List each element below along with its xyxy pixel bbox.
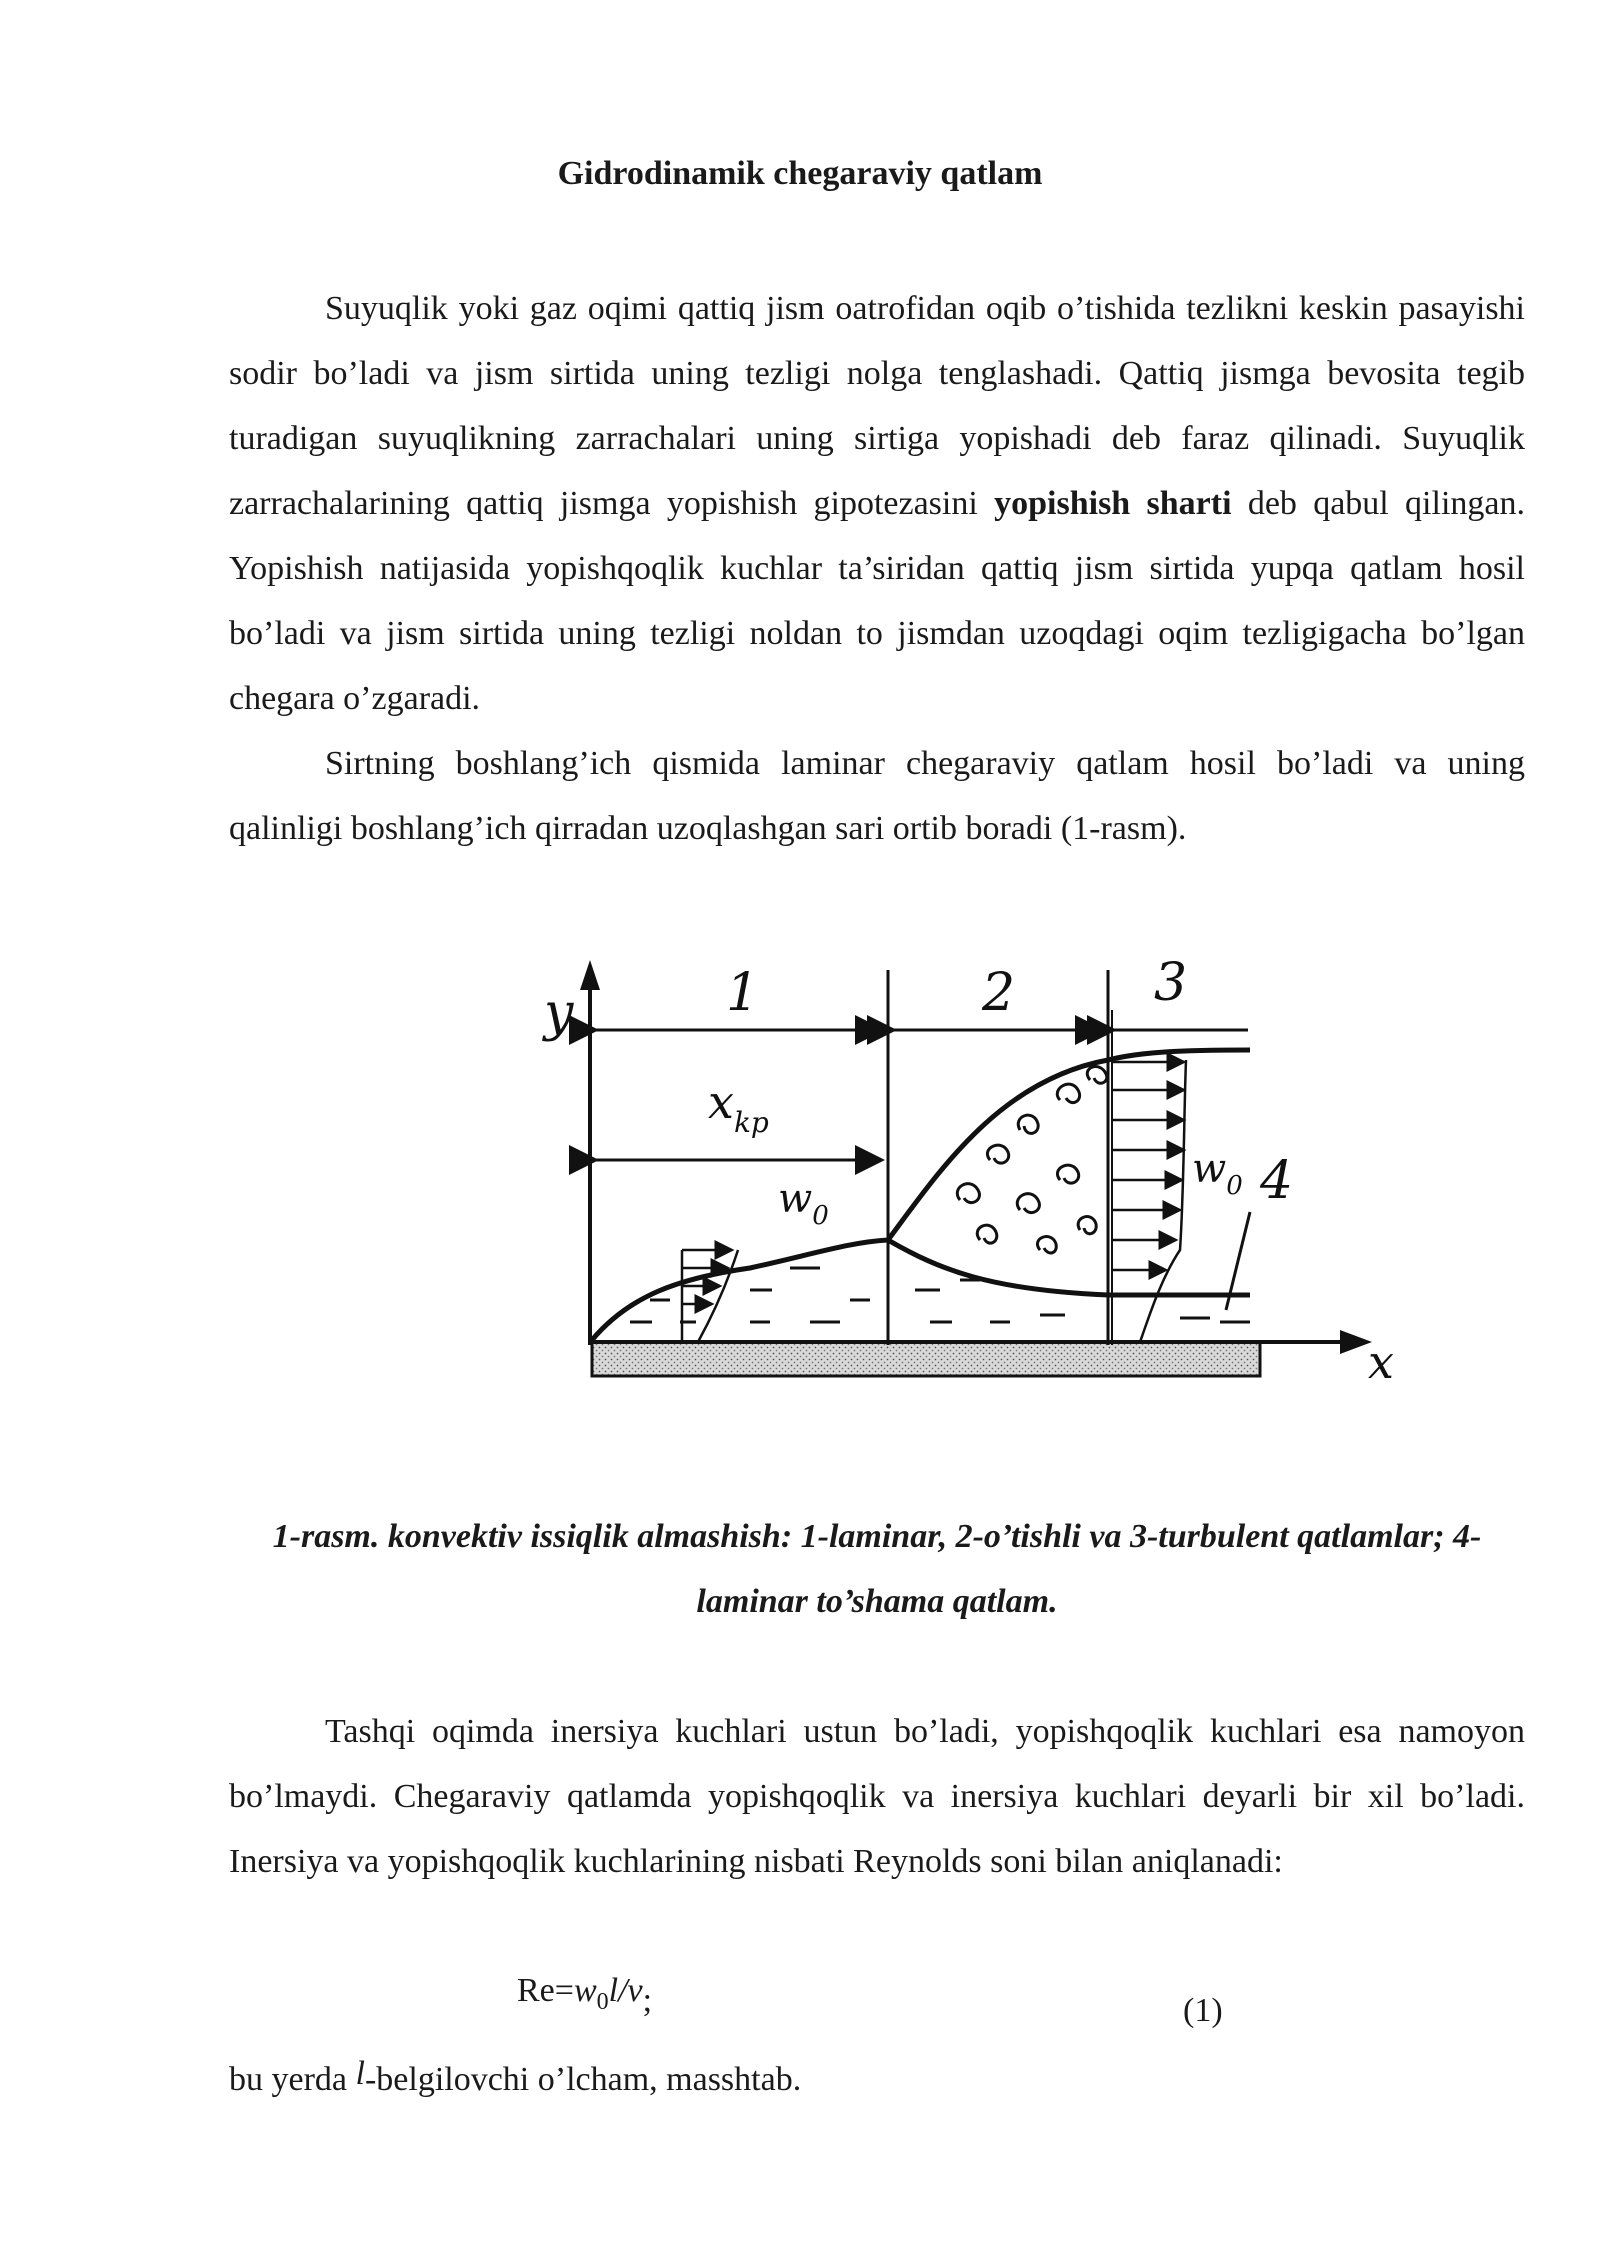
y-axis-arrow [580, 960, 600, 990]
w0-left-sub: 0 [812, 1201, 829, 1231]
plate-surface [592, 1342, 1260, 1376]
turbulent-eddies [957, 1067, 1107, 1253]
paragraph-reynolds: Tashqi oqimda inersiya kuchlari ustun bo’ladi, yopishqoqlik kuchlari esa namoyon bo’lmaydi. Chegaraviy qatlamda yopishqoqlik va inersiya kuchlari deyarli bir xil bo’ladi. Inersiya va yopishqoqlik kuchlarining nisbati Reynolds soni bilan aniqlanadi: [229, 1713, 1525, 1880]
equation-number: (1) [1183, 1992, 1223, 2029]
axis-y-label: y [544, 983, 574, 1043]
paragraph-intro-text-a: Suyuqlik yoki gaz oqimi qattiq jism oatrofidan oqib o’tishida tezlikni keskin pasayishi sodir bo’ladi va jism sirtida uning tezligi nolga tenglashadi. Qattiq jismga bevosita tegib turadigan suyuqlikning zarrachalari uning sirtiga yopishadi deb faraz qilinadi. Suyuqlik zarrachalarining qattiq jismga yopishish gipotezasini [229, 290, 1525, 522]
w0-right-sub: 0 [1226, 1171, 1243, 1201]
reynolds-formula [517, 1969, 652, 2024]
page-title: Gidrodinamik chegaraviy qatlam [557, 155, 1043, 192]
axis-x-label: x [1368, 1335, 1394, 1389]
formula-lhs: Re= [517, 1972, 574, 2009]
xkp-label [708, 1075, 769, 1139]
zone1-label: 1 [726, 963, 760, 1023]
xkp-label-sub: kp [733, 1106, 769, 1139]
w0-left-main: w [778, 1176, 813, 1222]
w0-right-main: w [1192, 1146, 1227, 1192]
laminar-sublayer-edge [888, 1240, 1250, 1295]
definition-before: bu yerda [229, 2061, 356, 2098]
boundary-layer-figure [520, 950, 1400, 1410]
formula-end: ; [642, 1982, 653, 2019]
xkp-label-main: x [708, 1075, 734, 1129]
w0-right-label [1192, 1146, 1243, 1201]
turbulent-velocity-profile [1112, 1060, 1186, 1342]
formula-sub: 0 [596, 1988, 609, 2015]
laminar-velocity-profile [682, 1250, 738, 1342]
paragraph-intro-text-b: deb qabul qilingan. Yopishish natijasida yopishqoqlik kuchlar ta’siridan qattiq jism sirtida yupqa qatlam hosil bo’ladi va jism sirtida uning tezligi noldan to jismdan uzoqdagi oqim tezligigacha bo’lgan chegara o’zgaradi. [229, 485, 1525, 717]
figure-caption: 1-rasm. konvektiv issiqlik almashish: 1-laminar, 2-o’tishli va 3-turbulent qatlamlar; 4-laminar to’shama qatlam. [272, 1518, 1482, 1620]
paragraph-intro [229, 276, 1525, 731]
formula-w: w [573, 1972, 597, 2009]
definition-after: -belgilovchi o’lcham, masshtab. [364, 2061, 802, 2098]
zone3-label: 3 [1154, 953, 1188, 1013]
definition-symbol: l [355, 2055, 365, 2092]
paragraph-laminar: Sirtning boshlang’ich qismida laminar chegaraviy qatlam hosil bo’ladi va uning qalinligi boshlang’ich qirradan uzoqlashgan sari ortib boradi (1-rasm). [229, 745, 1525, 847]
label-4: 4 [1260, 1151, 1294, 1211]
zone2-label: 2 [982, 963, 1016, 1023]
definition-line [229, 2055, 802, 2102]
w0-left-label [778, 1176, 829, 1231]
formula-rest: l/v [608, 1972, 643, 2009]
bold-term: yopishish sharti [994, 485, 1232, 522]
